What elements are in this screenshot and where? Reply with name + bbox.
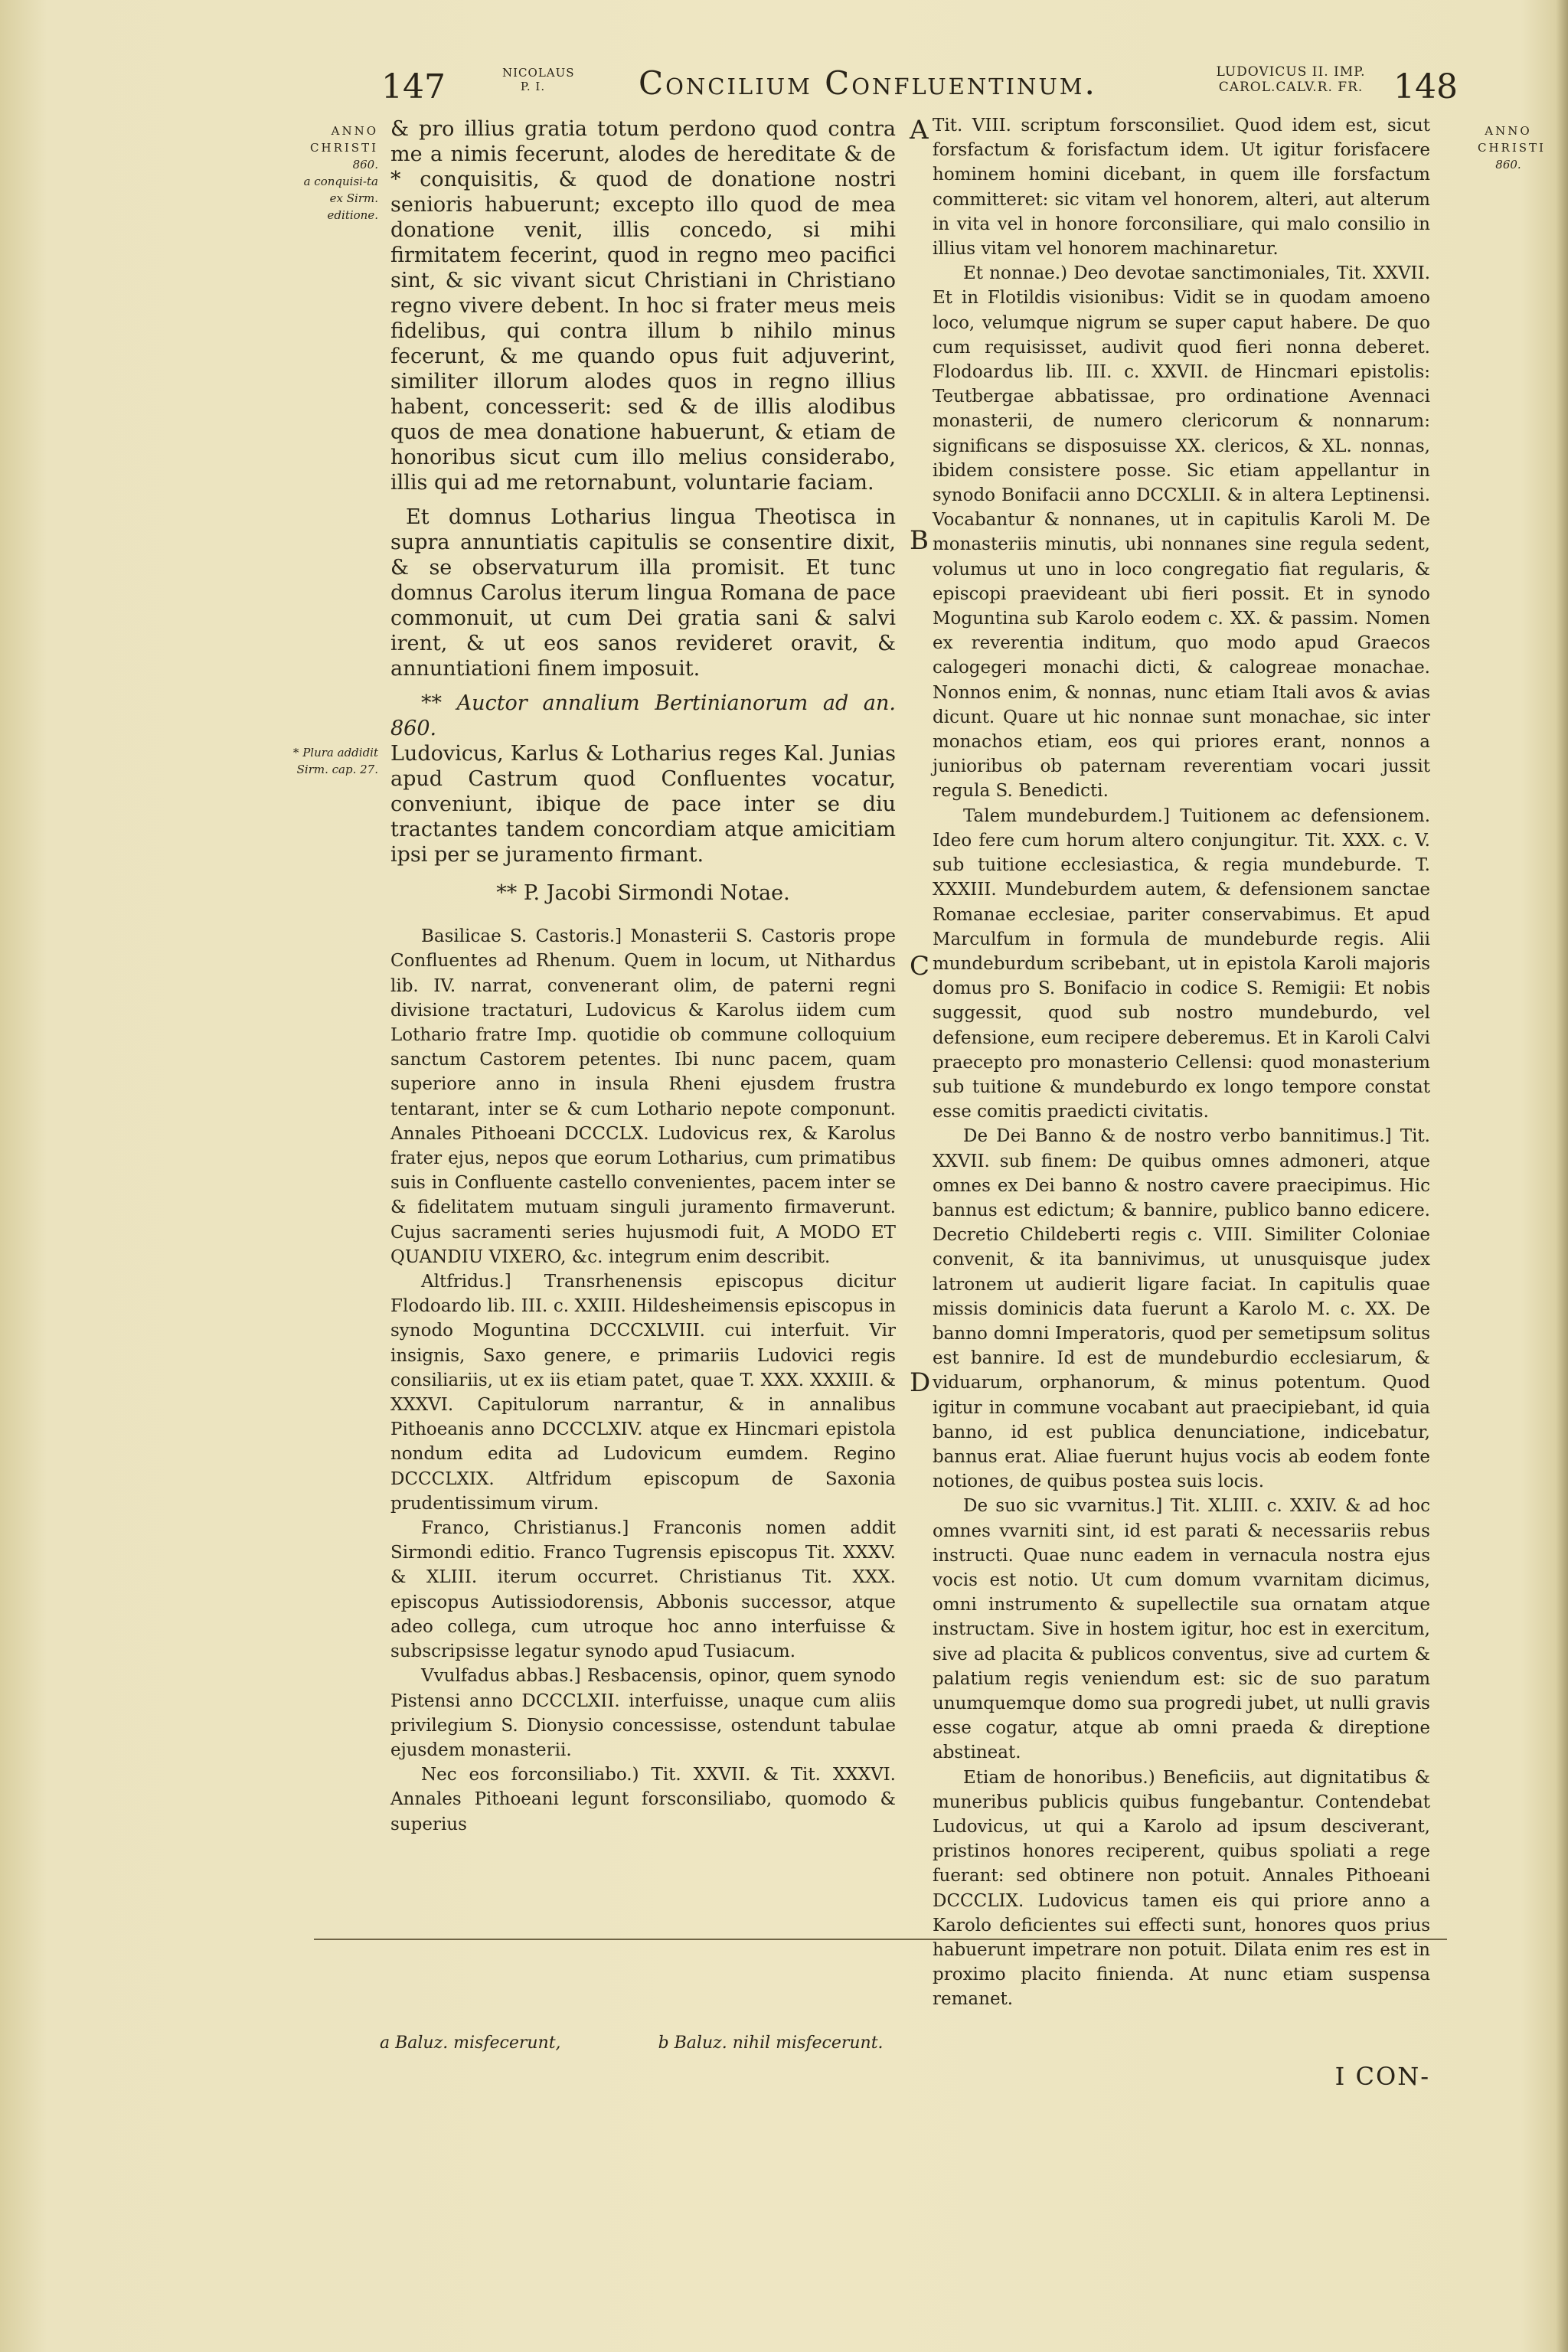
right-margin-notes [1478,122,1546,173]
note-paragraph: Franco, Christianus.] Franconis nomen addit Sirmondi editio. Franco Tugrensis episcopus Tit. XXXV. & XLIII. iterum occurret. Christianus Tit. XXX. episcopus Autissiodorensis, Abbonis successor, atque adeo collega, cum utroque hoc anno interfuisse & subscripsisse legatur synodo apud Tusiacum. [390,1518,896,1662]
margin-christi: CHRISTI [310,141,378,155]
note-paragraph: Et nonnae.) Deo devotae sanctimoniales, Tit. XXVII. Et in Flotildis visionibus: Vidit se in quodam amoeno loco, velumque nigrum se super caput habere. De quo cum requisisset, audivit quod fieri nonna deberet. Flodoardus lib. III. c. XXVII. de Hincmari epistolis: Teutbergae abbatissae, pro ordinatione Avennaci monasterii, de numero clericorum & nonnarum: significans se disposuisse XX. clericos, & XL. nonnas, ibidem consistere posse. Sic etiam appellantur in synodo Bonifacii anno DCCXLII. & in altera Leptinensi. Vocabantur & nonnanes, ut in capitulis Karoli M. De monasteriis minutis, ubi nonnanes sine regula sedent, volumus ut uno in loco congregatio fiat regularis, & episcopi praevideant ubi fieri possit. Et in synodo Moguntina sub Karolo eodem c. XX. & passim. Nomen ex reverentia inditum, quo modo apud Graecos calogegeri monachi dicti, & calogreae monachae. Nonnos enim, & nonnas, nunc etiam Itali avos & avias dicunt. Quare ut hic nonnae sunt monachae, sic inter monachos etiam, eos qui priores erant, nonnos a junioribus ob paternam reverentiam vocari jussit regula S. Benedicti. [933,263,1430,802]
note-paragraph: De suo sic vvarnitus.] Tit. XLIII. c. XXIV. & ad hoc omnes vvarniti sint, id est parati & necessariis rebus instructi. Quae nunc eadem in vernacula nostra ejus vocis est notio. Ut cum domum vvarnitam dicimus, omni instrumento & supellectile sua ornatam atque instructam. Sive in hostem igitur, hoc est in exercitum, sive ad placita & publicos conventus, sive ad curtem & palatium regis veniendum est: sic de suo paratum unumquemque domo sua progredi jubet, ut nulli gravis esse cogatur, atque ab omni praeda & direptione abstineat. [933,1496,1430,1763]
margin-note-plura: * Plura addidit Sirm. cap. 27. [292,746,378,776]
page-number-left: 147 [381,67,446,106]
section-heading: ** P. Jacobi Sirmondi Notae. [496,881,790,905]
footnote-rule [314,1939,1447,1940]
note-paragraph: Nec eos forconsiliabo.) Tit. XXVII. & Tit. XXXVI. Annales Pithoeani legunt forsconsiliabo, quomodo & superius [390,1765,896,1834]
section-letter-b: B [910,525,929,556]
note-paragraph: Etiam de honoribus.) Beneficiis, aut dignitatibus & muneribus publicis quibus fungebantur. Contendebat Ludovicus, ut qui a Karolo ad ipsum desciverant, pristinos honores reciperent, quibus spoliati a rege fuerant: sed obtinere non potuit. Annales Pithoeani DCCCLIX. Ludovicus tamen eis qui priore anno a Karolo deficientes sui effecti sunt, honores quos prius habuerunt impetrare non potuit. Dilata enim res est in proximo placito finienda. At nunc etiam suspensa remanet. [933,1767,1430,2010]
section-heading: ** Auctor annalium Bertinianorum ad an. 860. [390,691,896,740]
margin-note-conquisita: a conquisi-ta ex Sirm. editione. [303,175,378,222]
margin-year: 860. [352,158,378,172]
margin-anno: ANNO [331,124,378,138]
left-column [390,116,896,1837]
section-letter-d: D [910,1367,931,1398]
section-letter-c: C [910,951,930,982]
note-paragraph: De Dei Banno & de nostro verbo bannitimus.] Tit. XXVII. sub finem: De quibus omnes admoneri, atque omnes ex Dei banno & nostro cavere praecipimus. Hic bannus est edictum; & bannire, publico banno edicere. Decretio Childeberti regis c. VIII. Similiter Coloniae convenit, & ita bannivimus, ut unusquisque judex latronem ut audierit ligare faciat. In capitulis quae missis dominicis data fuerunt a Karolo M. c. XX. De banno domni Imperatoris, quod per semetipsum solitus est bannire. Id est de mundeburdio ecclesiarum, & viduarum, orphanorum, & minus potentum. Quod igitur in commune vocabant aut praecipiebant, id quia banno, id est publica denunciatione, indicebatur, bannus erat. Aliae fuerunt hujus vocis ab eodem fonte notiones, de quibus postea suis locis. [933,1126,1430,1492]
footnote-b: b Baluz. nihil misfecerunt. [658,2034,884,2053]
left-margin-notes [288,122,378,778]
paragraph: Et domnus Lotharius lingua Theotisca in supra annuntiatis capitulis se consentire dixit, & se observaturum illa promisit. Et tunc domnus Carolus iterum lingua Romana de pace commonuit, ut cum Dei gratia sani & salvi irent, & ut eos sanos revideret oravit, & annuntiationi finem imposuit. [390,505,896,681]
running-head-left: NICOLAUS P. I. [502,66,575,93]
note-paragraph: Vvulfadus abbas.] Resbacensis, opinor, quem synodo Pistensi anno DCCCLXII. interfuisse, unaque cum aliis privilegium S. Dionysio concessisse, ostendunt tabulae ejusdem monasterii. [390,1666,896,1760]
running-header [0,60,1568,113]
page-edge-shadow [1556,0,1568,2352]
running-head-right: LUDOVICUS II. IMP. CAROL.CALV.R. FR. [1216,64,1366,95]
note-paragraph: Basilicae S. Castoris.] Monasterii S. Castoris prope Confluentes ad Rhenum. Quem in locum, ut Nithardus lib. IV. narrat, convenerant olim, de paterni regni divisione tractaturi, Ludovicus & Karolus iidem cum Lothario fratre Imp. quotidie ob commune colloquium sanctum Castorem petentes. Ibi nunc pacem, quam superiore anno in insula Rheni ejusdem frustra tentarant, inter se & cum Lothario nepote componunt. Annales Pithoeani DCCCLX. Ludovicus rex, & Karolus frater ejus, nepos que eorum Lotharius, cum primatibus suis in Confluente castello convenientes, pacem inter se & fidelitatem mutuam singuli juramento firmaverunt. Cujus sacramenti series hujusmodi fuit, A MODO ET QUANDIU VIXERO, &c. integrum enim describit. [390,926,896,1267]
section-letter-a: A [910,115,929,145]
paragraph: Ludovicus, Karlus & Lotharius reges Kal. Junias apud Castrum quod Confluentes vocatur, conveniunt, ibique de pace inter se diu tractantes tandem concordiam atque amicitiam ipsi per se juramento firmant. [390,742,896,867]
page-number-right: 148 [1393,67,1458,106]
paragraph: Tit. VIII. scriptum forsconsiliet. Quod idem est, sicut forsfactum & forisfactum idem. Ut igitur forisfacere hominem homini dicebant, in quem ille forsfactum committeret: sic vitam vel honorem, alteri, aut alterum in vita vel in honore forconsiliare, qui malo consilio in illius vitam vel honorem machinaretur. [933,116,1430,260]
margin-christi-right: CHRISTI [1478,141,1546,155]
margin-anno-right: ANNO [1485,124,1532,138]
footnote-a: a Baluz. misfecerunt, [380,2034,561,2053]
note-paragraph: Altfridus.] Transrhenensis episcopus dicitur Flodoardo lib. III. c. XXIII. Hildesheimensis episcopus in synodo Moguntina DCCCXLVIII. cui interfuit. Vir insignis, Saxo genere, e primariis Ludovici regis consiliariis, ut ex iis etiam patet, quae T. XXX. XXXIII. & XXXVI. Capitulorum narrantur, & in annalibus Pithoeanis anno DCCCLXIV. atque ex Hincmari epistola nondum edita ad Ludovicum eumdem. Regino DCCCLXIX. Altfridum episcopum de Saxonia prudentissimum virum. [390,1272,896,1514]
note-paragraph: Talem mundeburdem.] Tuitionem ac defensionem. Ideo fere cum horum altero conjungitur. Tit. XXX. c. V. sub tuitione ecclesiastica, & regia mundeburde. T. XXXIII. Mundeburdem autem, & defensionem sanctae Romanae ecclesiae, pariter conservabimus. Et apud Marculfum in formula de mundeburde regis. Alii mundeburdum scribebant, ut in epistola Karoli majoris domus pro S. Bonifacio in codice S. Remigii: Et nobis suggessit, quod sub nostro mundeburdo, vel defensione, eum recipere deberemus. Et in Karoli Calvi praecepto pro monasterio Cellensi: quod monasterium sub tuitione & mundeburdo ex longo tempore constat esse comitis praedicti civitatis. [933,805,1430,1122]
page-title: Concilium Confluentinum. [639,64,1097,102]
footnotes [380,2034,1222,2053]
paragraph: & pro illius gratia totum perdono quod contra me a nimis fecerunt, alodes de hereditate & de * conquisitis, & quod de donatione nostri senioris habuerunt; excepto illo quod de mea donatione venit, illis concedo, si mihi firmitatem fecerint, quod in regno meo pacifici sint, & sic vivant sicut Christiani in Christiano regno vivere debent. In hoc si frater meus meis fidelibus, qui contra illum b nihilo minus fecerunt, & me quando opus fuit adjuverint, similiter illorum alodes quos in regno illius habent, concesserit: sed & de illis alodibus quos de mea donatione habuerunt, & etiam de honoribus sicut cum illo melius considerabo, illis qui ad me retornabunt, voluntarie faciam. [390,117,896,495]
right-column [933,113,1430,2089]
margin-year-right: 860. [1495,158,1521,172]
catchword: I CON- [1334,2061,1430,2091]
